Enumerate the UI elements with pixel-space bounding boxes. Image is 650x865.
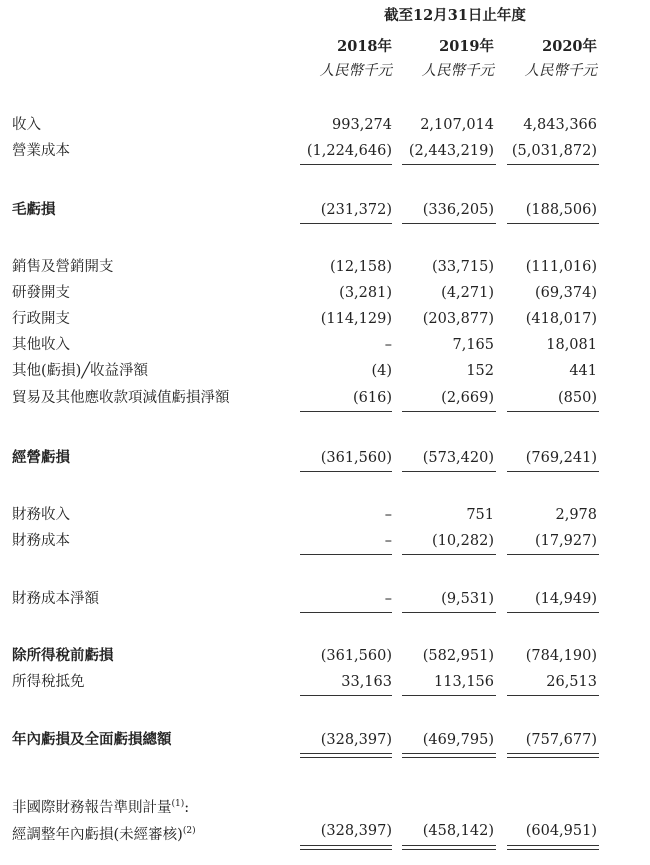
year-2019-header: 2019年	[439, 38, 494, 55]
subtotal-rule	[300, 554, 392, 555]
value-2019: 2,107,014	[420, 117, 494, 133]
row-label: 年內虧損及全面虧損總額	[12, 731, 172, 748]
subtotal-rule	[507, 411, 599, 412]
value-2019: (9,531)	[441, 591, 494, 607]
period-header: 截至12月31日止年度	[384, 7, 526, 24]
value-2019: (10,282)	[431, 533, 494, 549]
value-2020: (14,949)	[534, 591, 597, 607]
row-label: 毛虧損	[12, 201, 56, 218]
adjusted-loss-text: 經調整年內虧損(未經審核)	[12, 826, 183, 843]
row-label: 貿易及其他應收款項減值虧損淨額	[12, 390, 230, 406]
value-2018: 993,274	[332, 117, 392, 133]
value-2020: (188,506)	[525, 202, 597, 218]
total-rule	[300, 612, 392, 613]
unit-2019: 人民幣千元	[421, 63, 494, 79]
total-rule	[507, 223, 599, 224]
total-rule	[507, 471, 599, 472]
grand-total-double-rule	[507, 845, 599, 850]
row-label: 財務收入	[12, 507, 70, 523]
footnote-marker: (2)	[182, 826, 196, 836]
value-2020: (784,190)	[525, 648, 597, 664]
subtotal-rule	[402, 554, 496, 555]
value-2019: (573,420)	[422, 450, 494, 466]
subtotal-rule	[402, 695, 496, 696]
value-2018: 33,163	[341, 674, 392, 690]
value-2019: (458,142)	[422, 823, 494, 839]
value-2019: (2,443,219)	[408, 143, 494, 159]
value-2020: (604,951)	[525, 823, 597, 839]
total-rule	[402, 612, 496, 613]
grand-total-double-rule	[300, 753, 392, 758]
row-label: 研發開支	[12, 285, 70, 301]
value-2020: (769,241)	[525, 450, 597, 466]
subtotal-rule	[507, 554, 599, 555]
subtotal-rule	[402, 164, 496, 165]
unit-2018: 人民幣千元	[319, 63, 392, 79]
row-label: 所得稅抵免	[12, 674, 85, 690]
non-ifrs-heading	[12, 795, 189, 817]
value-2018: (4)	[371, 363, 392, 379]
non-ifrs-heading-text: 非國際財務報告準則計量	[12, 799, 172, 816]
value-2018: (3,281)	[339, 285, 392, 301]
value-2019: (336,205)	[422, 202, 494, 218]
value-2018: (328,397)	[320, 823, 392, 839]
value-2020: 441	[569, 363, 597, 379]
value-2018: –	[384, 337, 392, 353]
value-2020: (111,016)	[525, 259, 597, 275]
value-2019: (203,877)	[422, 311, 494, 327]
row-label	[12, 822, 196, 844]
value-2018: –	[384, 507, 392, 523]
total-rule	[300, 471, 392, 472]
value-2020: (757,677)	[525, 732, 597, 748]
value-2019: (4,271)	[441, 285, 494, 301]
footnote-marker: (1)	[171, 799, 185, 809]
value-2019: (33,715)	[431, 259, 494, 275]
value-2018: (12,158)	[329, 259, 392, 275]
value-2020: (850)	[558, 390, 597, 406]
row-label: 財務成本淨額	[12, 591, 99, 607]
value-2018: (328,397)	[320, 732, 392, 748]
value-2019: 113,156	[434, 674, 494, 690]
total-rule	[402, 223, 496, 224]
value-2018: (361,560)	[320, 648, 392, 664]
year-2018-header: 2018年	[337, 38, 392, 55]
value-2019: 152	[466, 363, 494, 379]
value-2019: (2,669)	[441, 390, 494, 406]
row-label: 經營虧損	[12, 449, 70, 466]
value-2018: –	[384, 533, 392, 549]
heading-colon: :	[184, 799, 190, 816]
total-rule	[507, 612, 599, 613]
subtotal-rule	[402, 411, 496, 412]
value-2019: (582,951)	[422, 648, 494, 664]
value-2020: (69,374)	[534, 285, 597, 301]
row-label: 收入	[12, 117, 41, 133]
grand-total-double-rule	[300, 845, 392, 850]
value-2019: (469,795)	[422, 732, 494, 748]
value-2020: 2,978	[555, 507, 597, 523]
value-2020: (17,927)	[534, 533, 597, 549]
value-2020: 4,843,366	[523, 117, 597, 133]
row-label: 其他(虧損)╱收益淨額	[12, 363, 149, 379]
value-2018: (361,560)	[320, 450, 392, 466]
row-label: 財務成本	[12, 533, 70, 549]
subtotal-rule	[300, 164, 392, 165]
value-2020: (5,031,872)	[511, 143, 597, 159]
value-2018: (231,372)	[320, 202, 392, 218]
value-2019: 7,165	[452, 337, 494, 353]
grand-total-double-rule	[507, 753, 599, 758]
row-label: 行政開支	[12, 311, 70, 327]
year-2020-header: 2020年	[542, 38, 597, 55]
unit-2020: 人民幣千元	[524, 63, 597, 79]
row-label: 除所得稅前虧損	[12, 647, 114, 664]
total-rule	[300, 223, 392, 224]
subtotal-rule	[300, 411, 392, 412]
subtotal-rule	[507, 164, 599, 165]
value-2020: 18,081	[546, 337, 597, 353]
total-rule	[402, 471, 496, 472]
subtotal-rule	[300, 695, 392, 696]
grand-total-double-rule	[402, 845, 496, 850]
value-2018: (114,129)	[320, 311, 392, 327]
row-label: 其他收入	[12, 337, 70, 353]
grand-total-double-rule	[402, 753, 496, 758]
value-2020: (418,017)	[525, 311, 597, 327]
value-2019: 751	[466, 507, 494, 523]
row-label: 銷售及營銷開支	[12, 259, 114, 275]
subtotal-rule	[507, 695, 599, 696]
value-2020: 26,513	[546, 674, 597, 690]
row-label: 營業成本	[12, 143, 70, 159]
value-2018: –	[384, 591, 392, 607]
value-2018: (1,224,646)	[306, 143, 392, 159]
value-2018: (616)	[353, 390, 392, 406]
